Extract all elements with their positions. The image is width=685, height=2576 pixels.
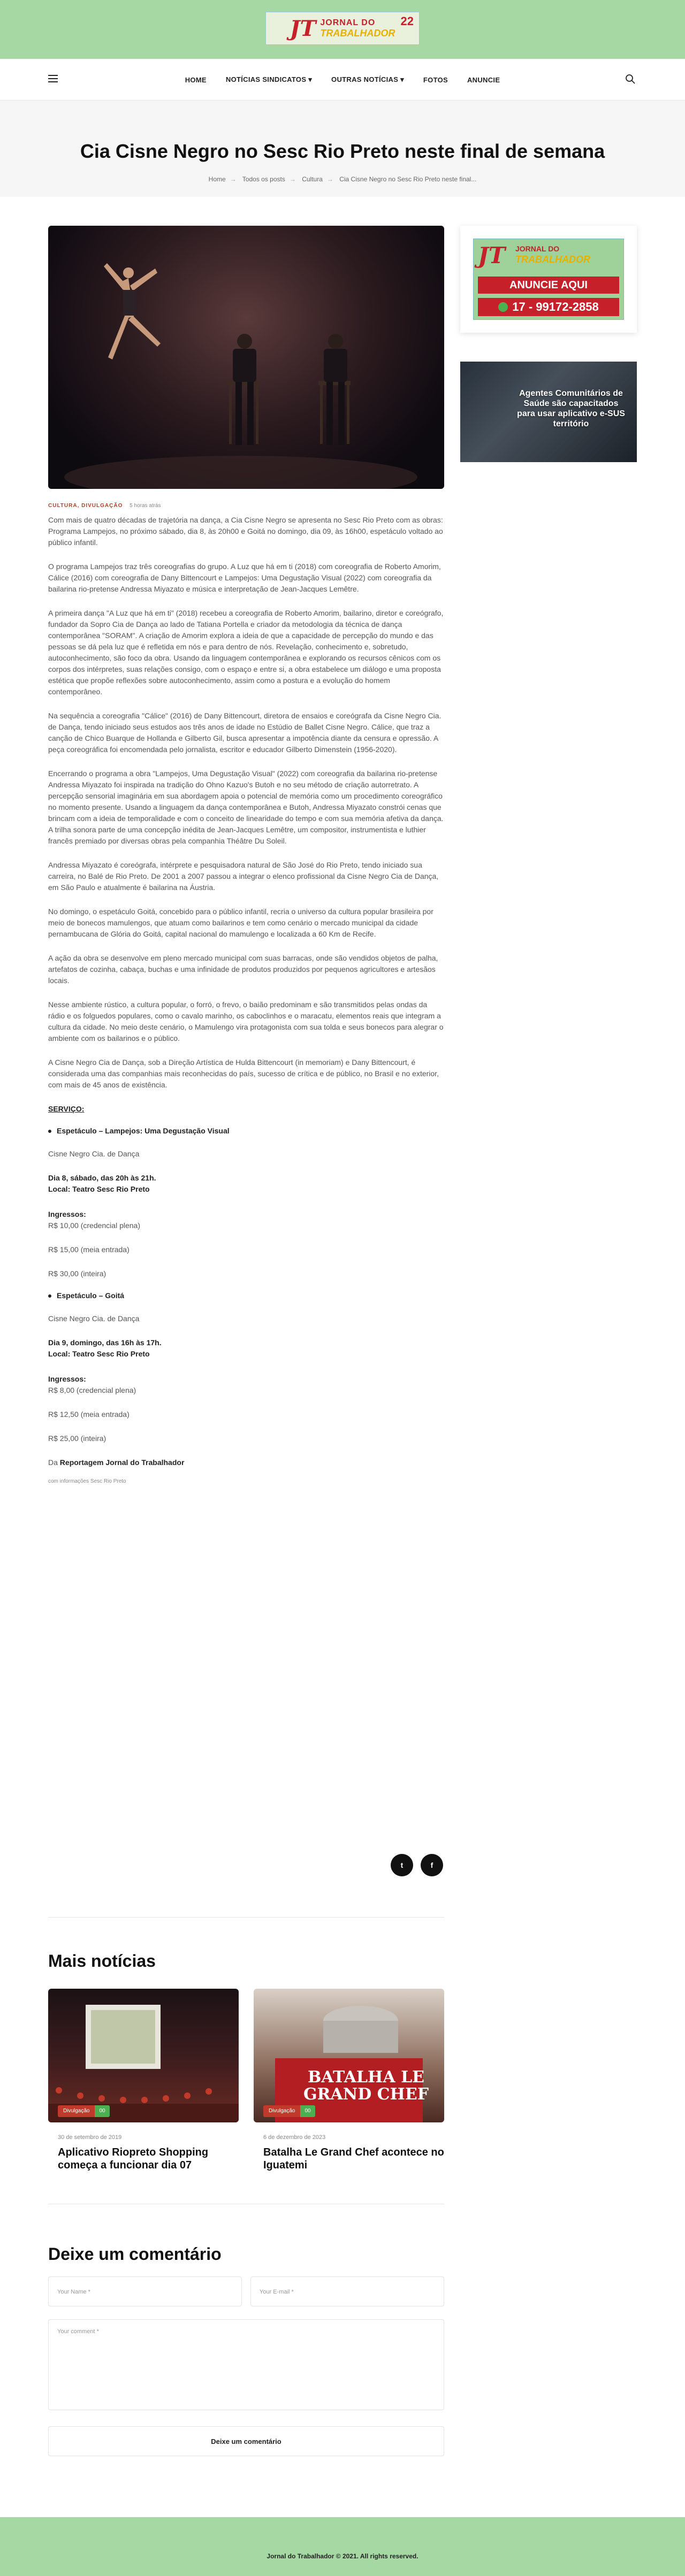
article-body: [48, 515, 444, 1487]
facebook-icon: f: [430, 1861, 433, 1869]
show2-price: R$ 8,00 (credencial plena): [48, 1386, 136, 1394]
show1-price: R$ 30,00 (inteira): [48, 1269, 106, 1278]
service-heading: SERVIÇO:: [48, 1105, 85, 1113]
submit-comment-button[interactable]: Deixe um comentário: [48, 2426, 444, 2456]
show1-price: R$ 10,00 (credencial plena): [48, 1221, 140, 1230]
paragraph: No domingo, o espetáculo Goitá, concebido para o público infantil, recria o universo da cultura popular brasileira por meio de bonecos mamulengos, que atuam como bailarinos e tem como cenário o mercado municipal da cidade pernambucana de Glória do Goitá, capital nacional do mamulengo e localizada a 60 Km de Recife.: [48, 907, 433, 938]
show2-where: Local: Teatro Sesc Rio Preto: [48, 1350, 150, 1358]
footer-copyright: Jornal do Trabalhador © 2021. All rights reserved.: [267, 2552, 418, 2560]
news-card-title[interactable]: Aplicativo Riopreto Shopping começa a funcionar dia 07: [58, 2146, 209, 2171]
logo-line1: JORNAL DO: [320, 18, 376, 27]
paragraph: Nesse ambiente rústico, a cultura popular, o forró, o frevo, o baião predominam e são transmitidos pelas ondas da rádio e os folguedos populares, como o cavalo marinho, os caboclinhos e o maracatu, elementos reais que integram a cultura da cidade. No meio deste cenário, o Mamulengo vira protagonista com sua tolda e seus bonecos para alegrar o ambiente com os bailarinos e o público.: [48, 1000, 444, 1042]
logo-mark: JT: [290, 16, 316, 41]
show1-price: R$ 15,00 (meia entrada): [48, 1245, 130, 1254]
show1-tickets-label: Ingressos:: [48, 1210, 86, 1218]
sidebar-news-title[interactable]: Agentes Comunitários de Saúde são capacitados para usar aplicativo e-SUS território: [517, 389, 625, 428]
paragraph: Andressa Miyazato é coreógrafa, intérprete e pesquisadora natural de São José do Rio Preto, tendo iniciado sua carreira, no Balé de Rio Preto. De 2001 a 2007 passou a integrar o elenco profissional da Cisne Negro Cia de Dança, em São Paulo e atualmente é bailarina na Áustria.: [48, 861, 439, 892]
show1-company: Cisne Negro Cia. de Dança: [48, 1149, 140, 1158]
show1-where: Local: Teatro Sesc Rio Preto: [48, 1185, 150, 1193]
news-card-date: 6 de dezembro de 2023: [263, 2134, 326, 2141]
paragraph: A ação da obra se desenvolve em pleno mercado municipal com suas barracas, onde são vendidos objetos de palha, artefatos de cozinha, cabaça, buchas e uma infinidade de produtos produzidos por pequenos agricultores e artesãos locais.: [48, 954, 438, 985]
search-icon[interactable]: [625, 74, 636, 85]
name-input[interactable]: Your Name *: [48, 2276, 242, 2306]
whatsapp-icon: [498, 302, 508, 312]
ad-cta: ANUNCIE AQUI: [478, 277, 619, 294]
paragraph: O programa Lampejos traz três coreografias do grupo. A Luz que há em ti (2018) com coreografia de Roberto Amorim, Cálice (2016) com coreografia de Dany Bittencourt e Lampejos: Uma Degustação Visual (2022) com coreografia da bailarina rio-pretense Andressa Miyazato e música e interpretação de Jean-Jacques Lemêtre.: [48, 562, 441, 593]
site-logo[interactable]: [265, 12, 420, 45]
divider: [48, 1917, 444, 1918]
post-meta: [48, 503, 161, 509]
more-news-title: Mais notícias: [48, 1951, 156, 1971]
show2-company: Cisne Negro Cia. de Dança: [48, 1314, 140, 1323]
nav-item-anuncie[interactable]: ANUNCIE: [467, 75, 500, 84]
sidebar-ad[interactable]: [460, 226, 637, 333]
ad-line2: TRABALHADOR: [515, 254, 590, 265]
top-banner: [0, 0, 685, 59]
byline: Da Reportagem Jornal do Trabalhador: [48, 1458, 185, 1467]
title-area: [0, 101, 685, 197]
news-card-image-text: BATALHA LE GRAND CHEF: [303, 2068, 429, 2104]
breadcrumb-current: Cia Cisne Negro no Sesc Rio Preto neste final...: [339, 175, 477, 183]
news-card-image[interactable]: [48, 1989, 239, 2122]
show1-when: Dia 8, sábado, das 20h às 21h.: [48, 1174, 156, 1182]
paragraph: Com mais de quatro décadas de trajetória na dança, a Cia Cisne Negro se apresenta no Sesc Rio Preto com as obras: Programa Lampejos, no próximo sábado, dia 8, às 20h00 e Goitá no domingo, dia 09, às 16h00, espetáculo voltado ao público infantil.: [48, 516, 443, 547]
news-card-date: 30 de setembro de 2019: [58, 2134, 122, 2141]
breadcrumb-all-posts[interactable]: Todos os posts: [242, 175, 285, 183]
show2-title: Espetáculo – Goitá: [48, 1290, 444, 1301]
source-credit: com informações Sesc Rio Preto: [48, 1478, 126, 1484]
email-input[interactable]: Your E-mail *: [250, 2276, 444, 2306]
chevron-down-icon: ▾: [400, 75, 404, 83]
news-card-title[interactable]: Batalha Le Grand Chef acontece no Iguatemi: [263, 2146, 444, 2171]
hero-image: [48, 226, 444, 489]
logo-number: 22: [400, 14, 414, 28]
paragraph: Encerrando o programa a obra "Lampejos, Uma Degustação Visual" (2022) com coreografia da bailarina rio-pretense Andressa Miyazato foi inspirada na tradição do Ohno Kazuo's Butoh e no seu método de criação autorretrato. A percepção sensorial imaginária em sua abordagem apoia o potencial de memória como um procedimento coreográfico no momento presente. Usando a linguagem da dança contemporânea e Butoh, Andressa Miyazato constrói cenas que brincam com a ideia de temporalidade e com o conceito de linearidade do tempo e com sua memória afetiva da dança. A trilha sonora parte de uma concepção inédita de Jean-Jacques Lemêtre, um compositor, instrumentista e luthier francês premiado por diversas obras pela companhia Théâtre Du Soleil.: [48, 769, 444, 845]
paragraph: A primeira dança "A Luz que há em ti" (2018) recebeu a coreografia de Roberto Amorim, bailarino, diretor e coreógrafo, fundador da Sopro Cia de Dança ao lado de Tatiana Portella e criador da metodologia da técnica de dança contemporânea "SORAM". A criação de Amorim explora a ideia de que a capacidade de percepção do mundo e das pessoas se dá pela luz que é refletida em nós e para dentro de nós. Revelação, conhecimento e, sobretudo, autoconhecimento, são foco da obra. Usando da linguagem contemporânea e explorando os recursos cênicos com os corpos dos intérpretes, suas relações consigo, com o espaço e entre si, a obra estabelece um diálogo e uma proposta estética que propõe reflexões sobre autoconhecimento, assim como a postura e a evolução do homem contemporâneo.: [48, 609, 444, 696]
arrow-icon: →: [230, 175, 237, 183]
arrow-icon: →: [289, 175, 296, 183]
nav-item-outras-noticias[interactable]: OUTRAS NOTÍCIAS ▾: [331, 75, 404, 83]
sidebar-news-card[interactable]: [460, 362, 637, 462]
news-card-image[interactable]: [254, 1989, 444, 2122]
paragraph: A Cisne Negro Cia de Dança, sob a Direção Artística de Hulda Bittencourt (in memoriam) e Dany Bittencourt, é considerada uma das companhias mais reconhecidas do país, sucesso de crítica e de público, no Brasil e no exterior, com mais de 45 anos de existência.: [48, 1058, 439, 1089]
show2-price: R$ 25,00 (inteira): [48, 1434, 106, 1443]
nav-item-home[interactable]: HOME: [185, 75, 207, 84]
comment-title: Deixe um comentário: [48, 2244, 222, 2264]
nav-item-fotos[interactable]: FOTOS: [423, 75, 448, 84]
show2-tickets-label: Ingressos:: [48, 1375, 86, 1383]
arrow-icon: →: [326, 175, 333, 183]
twitter-icon: t: [400, 1861, 404, 1869]
chevron-down-icon: ▾: [308, 75, 313, 83]
footer: [0, 2517, 685, 2576]
show2-when: Dia 9, domingo, das 16h às 17h.: [48, 1338, 162, 1347]
ad-line1: JORNAL DO: [515, 244, 560, 253]
logo-line2: TRABALHADOR: [320, 27, 395, 39]
facebook-share-button[interactable]: [421, 1854, 443, 1876]
comment-textarea[interactable]: Your comment *: [48, 2319, 444, 2410]
show2-price: R$ 12,50 (meia entrada): [48, 1410, 130, 1419]
post-time: 5 horas atrás: [130, 503, 161, 509]
ad-logo-mark: JT: [478, 242, 506, 269]
news-card-badge[interactable]: Divulgação 00: [58, 2105, 110, 2117]
paragraph: Na sequência a coreografia "Cálice" (2016) de Dany Bittencourt, diretora de ensaios e coreógrafa da Cisne Negro Cia. de Dança, tendo iniciado seus estudos aos três anos de idade no Estúdio de Ballet Cisne Negro. Cálice, que traz a canção de Chico Buarque de Hollanda e Gilberto Gil, busca apresentar a impotência diante da censura e opressão. A peça coreográfica foi encomendada pelo jornalista, escritor e educador Gilberto Dimenstein (1956-2020).: [48, 711, 442, 754]
ad-phone: 17 - 99172-2858: [478, 298, 619, 316]
breadcrumb-category[interactable]: Cultura: [302, 175, 323, 183]
navbar: [0, 59, 685, 101]
page-title: Cia Cisne Negro no Sesc Rio Preto neste final de semana: [80, 140, 605, 162]
nav-menu: [0, 59, 685, 101]
breadcrumb: [0, 175, 685, 183]
post-category[interactable]: CULTURA, DIVULGAÇÃO: [48, 503, 123, 509]
nav-item-noticias-sindicatos[interactable]: NOTÍCIAS SINDICATOS ▾: [225, 75, 313, 83]
breadcrumb-home[interactable]: Home: [208, 175, 226, 183]
show1-title: Espetáculo – Lampejos: Uma Degustação Visual: [48, 1125, 444, 1137]
twitter-share-button[interactable]: [391, 1854, 413, 1876]
news-card-badge[interactable]: Divulgação 00: [263, 2105, 315, 2117]
